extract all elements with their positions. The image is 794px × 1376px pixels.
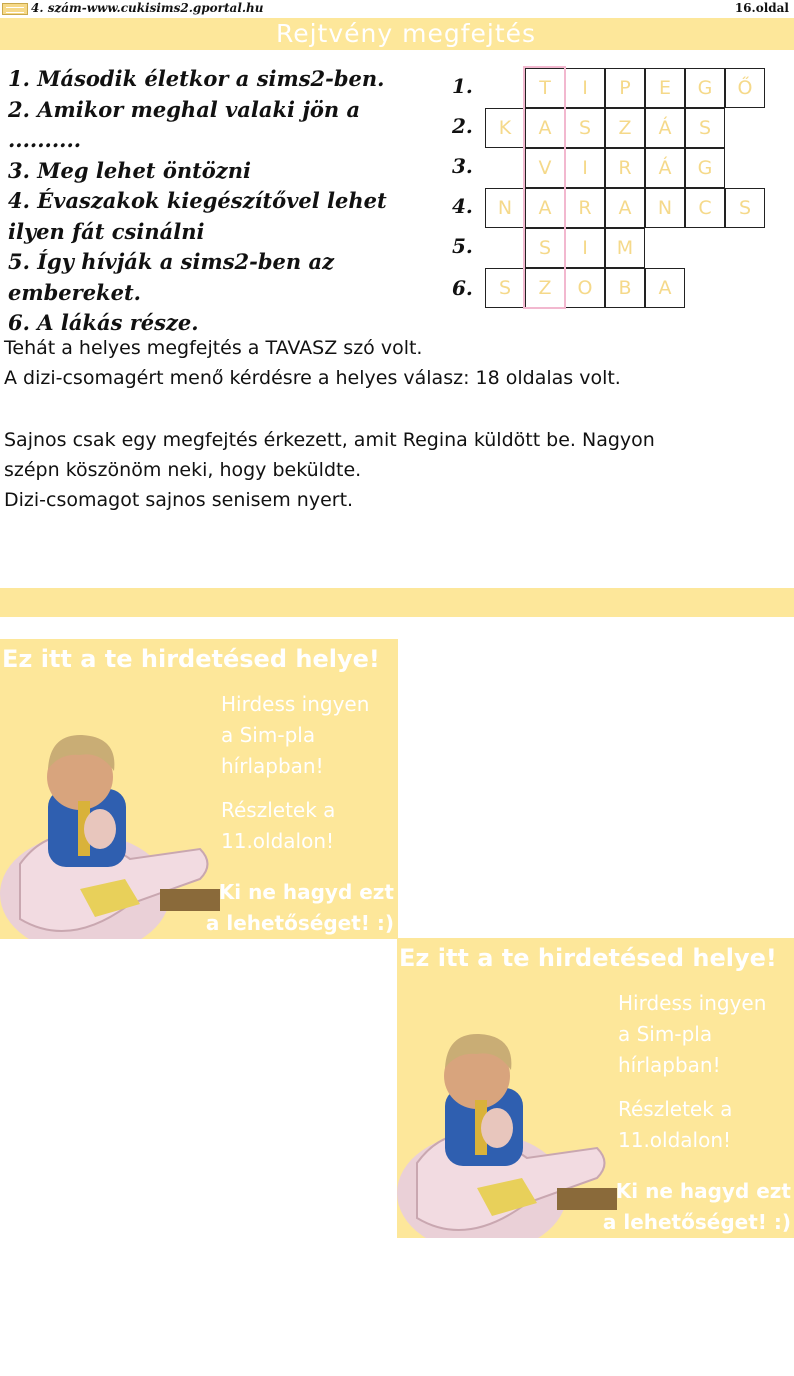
grid-cell: S	[525, 228, 565, 268]
ad-text-line: a Sim-pla	[618, 1022, 713, 1046]
question-line: ilyen fát csinálni	[8, 218, 205, 244]
issue-label: 4. szám-www.cukisims2.gportal.hu	[31, 1, 264, 15]
grid-cell: S	[485, 268, 525, 308]
grid-cell: T	[525, 68, 565, 108]
question-line: embereket.	[8, 279, 141, 305]
page-header	[0, 0, 794, 18]
grid-cell: Z	[605, 108, 645, 148]
row-number: 1.	[452, 74, 473, 98]
grid-cell: G	[685, 148, 725, 188]
ad-text-line: a Sim-pla	[221, 723, 316, 747]
result-line: Sajnos csak egy megfejtés érkezett, amit Regina küldött be. Nagyon	[4, 429, 655, 451]
grid-cell: Á	[645, 148, 685, 188]
question-line: 4. Évaszakok kiegészítővel lehet	[8, 188, 387, 213]
grid-cell: I	[565, 228, 605, 268]
ad-text-line: 11.oldalon!	[221, 829, 335, 853]
newspaper-logo-icon	[2, 3, 28, 15]
question-line: 3. Meg lehet öntözni	[8, 157, 251, 183]
result-line: Tehát a helyes megfejtés a TAVASZ szó volt.	[4, 337, 423, 359]
ad-text-line: Részletek a	[221, 798, 336, 822]
grid-cell: G	[685, 68, 725, 108]
ad-text-line: Részletek a	[618, 1097, 733, 1121]
row-number: 3.	[452, 154, 473, 178]
grid-cell: A	[605, 188, 645, 228]
grid-cell: O	[565, 268, 605, 308]
grid-cell: V	[525, 148, 565, 188]
ad-text-line: Ki ne hagyd ezt	[615, 1179, 791, 1203]
grid-cell: M	[605, 228, 645, 268]
grid-cell: Ő	[725, 68, 765, 108]
row-number: 4.	[452, 194, 473, 218]
grid-cell: C	[685, 188, 725, 228]
grid-cell: A	[525, 108, 565, 148]
grid-cell: Z	[525, 268, 565, 308]
question-line: 6. A lákás része.	[8, 310, 199, 335]
grid-cell: A	[645, 268, 685, 308]
row-number: 6.	[452, 276, 473, 300]
page-title: Rejtvény megfejtés	[275, 19, 537, 48]
advertisement-box	[0, 639, 398, 939]
title-band	[0, 18, 794, 50]
question-line: 5. Így hívják a sims2-ben az	[8, 249, 335, 274]
advertisement-box	[397, 938, 794, 1238]
grid-cell: I	[565, 68, 605, 108]
ad-text-line: 11.oldalon!	[618, 1128, 732, 1152]
result-line: szépn köszönöm neki, hogy beküldte.	[4, 459, 362, 481]
grid-cell: A	[525, 188, 565, 228]
ad-text-line: a lehetőséget! :)	[205, 911, 394, 935]
ad-text-line: Hirdess ingyen	[618, 991, 767, 1015]
grid-cell: N	[645, 188, 685, 228]
question-line: 1. Második életkor a sims2-ben.	[8, 66, 385, 91]
row-number: 5.	[452, 234, 473, 258]
ad-text-line: hírlapban!	[618, 1053, 721, 1077]
question-list	[8, 64, 428, 339]
ad-text-line: Hirdess ingyen	[221, 692, 370, 716]
row-number: 2.	[452, 114, 473, 138]
grid-cell: R	[565, 188, 605, 228]
result-line: Dizi-csomagot sajnos senisem nyert.	[4, 489, 354, 511]
grid-cell: P	[605, 68, 645, 108]
ad-text-line: a lehetőséget! :)	[602, 1210, 791, 1234]
result-line: A dizi-csomagért menő kérdésre a helyes válasz: 18 oldalas volt.	[4, 367, 621, 389]
ad-text-line: hírlapban!	[221, 754, 324, 778]
grid-cell: R	[605, 148, 645, 188]
question-line: 2. Amikor meghal valaki jön a ..........	[8, 96, 361, 152]
grid-cell: K	[485, 108, 525, 148]
grid-cell: B	[605, 268, 645, 308]
grid-cell: E	[645, 68, 685, 108]
solution-column-highlight	[523, 66, 566, 309]
ad-title: Ez itt a te hirdetésed helye!	[2, 645, 380, 673]
grid-cell: S	[565, 108, 605, 148]
divider-band	[0, 588, 794, 617]
page-number: 16.oldal	[734, 1, 789, 15]
grid-cell: Á	[645, 108, 685, 148]
grid-cell: S	[685, 108, 725, 148]
ad-text-line: Ki ne hagyd ezt	[218, 880, 394, 904]
grid-cell: I	[565, 148, 605, 188]
grid-cell: N	[485, 188, 525, 228]
grid-cell: S	[725, 188, 765, 228]
ad-title: Ez itt a te hirdetésed helye!	[399, 944, 777, 972]
